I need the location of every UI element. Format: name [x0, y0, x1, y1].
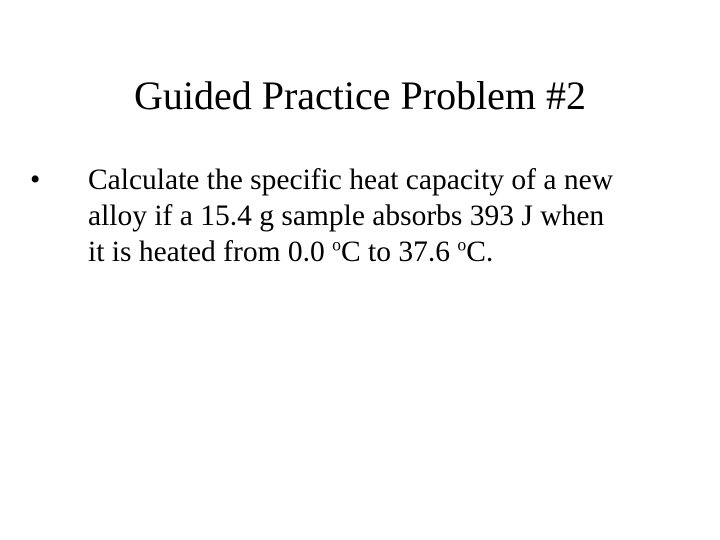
bullet-item: [30, 162, 670, 270]
bullet-line-1: Calculate the specific heat capacity of a new: [88, 164, 613, 196]
degree-superscript-1: o: [332, 234, 341, 255]
slide-title: Guided Practice Problem #2: [133, 73, 587, 118]
slide-body: [30, 162, 670, 270]
bullet-line-3-text-b: C to 37.6: [340, 236, 458, 268]
bullet-line-2: alloy if a 15.4 g sample absorbs 393 J when: [88, 200, 605, 232]
bullet-line-3: [88, 234, 670, 270]
degree-superscript-2: o: [457, 234, 467, 255]
bullet-icon: •: [30, 164, 41, 196]
bullet-line-3-text-a: it is heated from 0.0: [88, 236, 333, 268]
bullet-line-3-text-c: C.: [466, 236, 494, 268]
